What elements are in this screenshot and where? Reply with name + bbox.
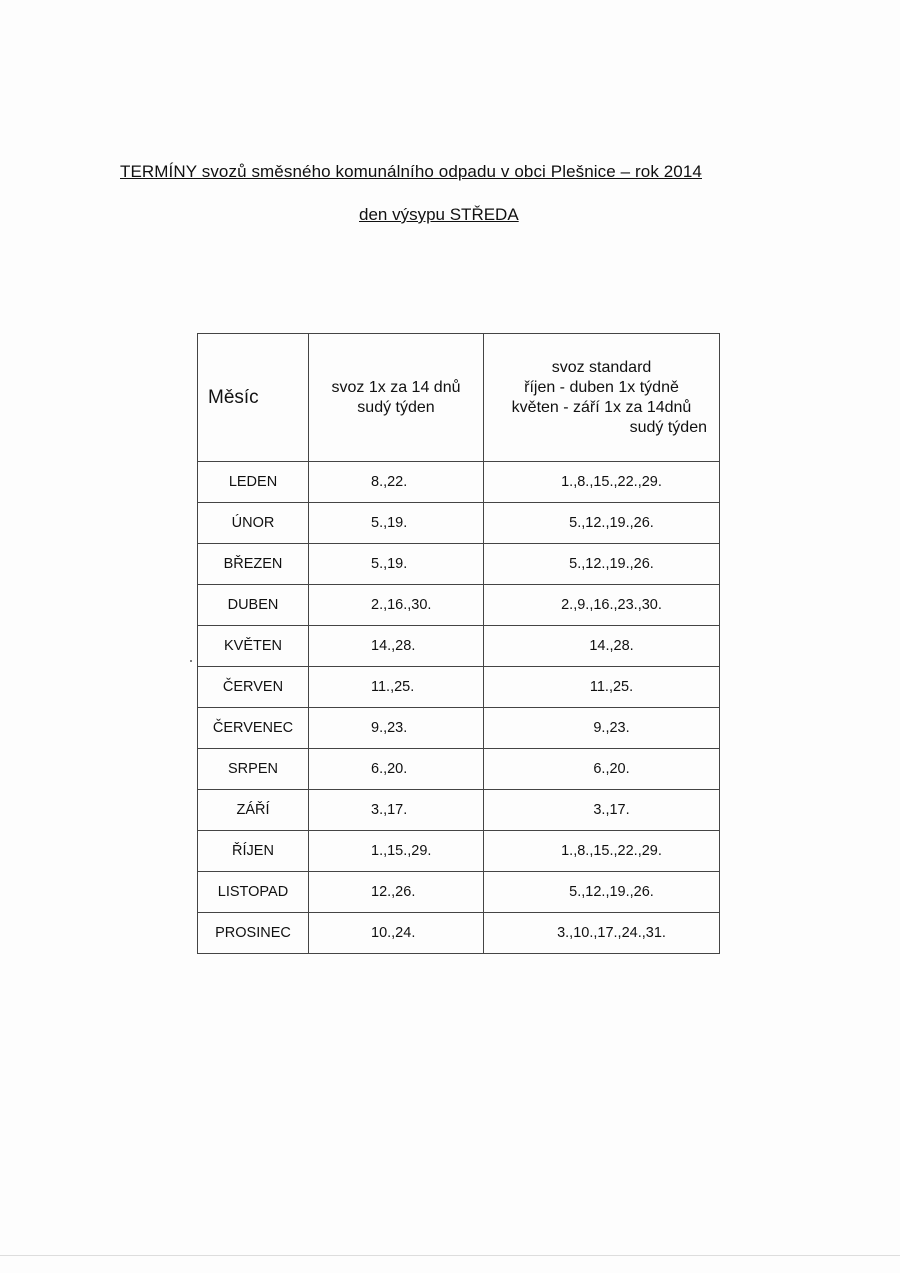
header-standard-line-1: svoz standard [551,358,652,376]
header-biweekly-line-1: svoz 1x za 14 dnů [331,378,461,396]
standard-dates-cell: 6.,20. [484,749,720,790]
table-row [198,667,720,708]
header-biweekly [309,334,484,462]
biweekly-dates-cell: 9.,23. [309,708,484,749]
table-row [198,626,720,667]
header-standard-line-3: květen - září 1x za 14dnů [511,398,692,416]
biweekly-dates-cell: 6.,20. [309,749,484,790]
header-standard-line-2: říjen - duben 1x týdně [524,378,679,396]
month-cell: BŘEZEN [198,544,309,585]
month-cell: ZÁŘÍ [198,790,309,831]
header-biweekly-line-2: sudý týden [357,398,435,416]
month-cell: ŘÍJEN [198,831,309,872]
header-standard-line-4: sudý týden [629,418,707,436]
month-cell: LISTOPAD [198,872,309,913]
biweekly-dates-cell: 5.,19. [309,544,484,585]
biweekly-dates-cell: 11.,25. [309,667,484,708]
standard-dates-cell: 5.,12.,19.,26. [484,544,720,585]
month-cell: ÚNOR [198,503,309,544]
collection-schedule-table [197,333,720,954]
table-row [198,872,720,913]
month-cell: KVĚTEN [198,626,309,667]
biweekly-dates-cell: 5.,19. [309,503,484,544]
header-standard [484,334,720,462]
table-row [198,831,720,872]
table-row [198,790,720,831]
standard-dates-cell: 5.,12.,19.,26. [484,872,720,913]
biweekly-dates-cell: 2.,16.,30. [309,585,484,626]
table-row [198,749,720,790]
biweekly-dates-cell: 14.,28. [309,626,484,667]
biweekly-dates-cell: 8.,22. [309,462,484,503]
standard-dates-cell: 1.,8.,15.,22.,29. [484,831,720,872]
standard-dates-cell: 11.,25. [484,667,720,708]
month-cell: ČERVEN [198,667,309,708]
month-cell: PROSINEC [198,913,309,954]
standard-dates-cell: 1.,8.,15.,22.,29. [484,462,720,503]
biweekly-dates-cell: 1.,15.,29. [309,831,484,872]
month-cell: LEDEN [198,462,309,503]
header-month: Měsíc [198,334,309,462]
biweekly-dates-cell: 3.,17. [309,790,484,831]
standard-dates-cell: 14.,28. [484,626,720,667]
scan-speck [190,660,192,662]
table-row [198,462,720,503]
standard-dates-cell: 3.,17. [484,790,720,831]
standard-dates-cell: 5.,12.,19.,26. [484,503,720,544]
table-row [198,544,720,585]
standard-dates-cell: 3.,10.,17.,24.,31. [484,913,720,954]
table-row [198,708,720,749]
month-cell: SRPEN [198,749,309,790]
standard-dates-cell: 2.,9.,16.,23.,30. [484,585,720,626]
biweekly-dates-cell: 10.,24. [309,913,484,954]
table-header-row [198,334,720,462]
table-row [198,503,720,544]
month-cell: ČERVENEC [198,708,309,749]
standard-dates-cell: 9.,23. [484,708,720,749]
month-cell: DUBEN [198,585,309,626]
scan-edge-line [0,1255,900,1256]
table-row [198,913,720,954]
document-subtitle: den výsypu STŘEDA [359,205,519,224]
document-title: TERMÍNY svozů směsného komunálního odpadu v obci Plešnice – rok 2014 [120,162,702,181]
biweekly-dates-cell: 12.,26. [309,872,484,913]
table-row [198,585,720,626]
